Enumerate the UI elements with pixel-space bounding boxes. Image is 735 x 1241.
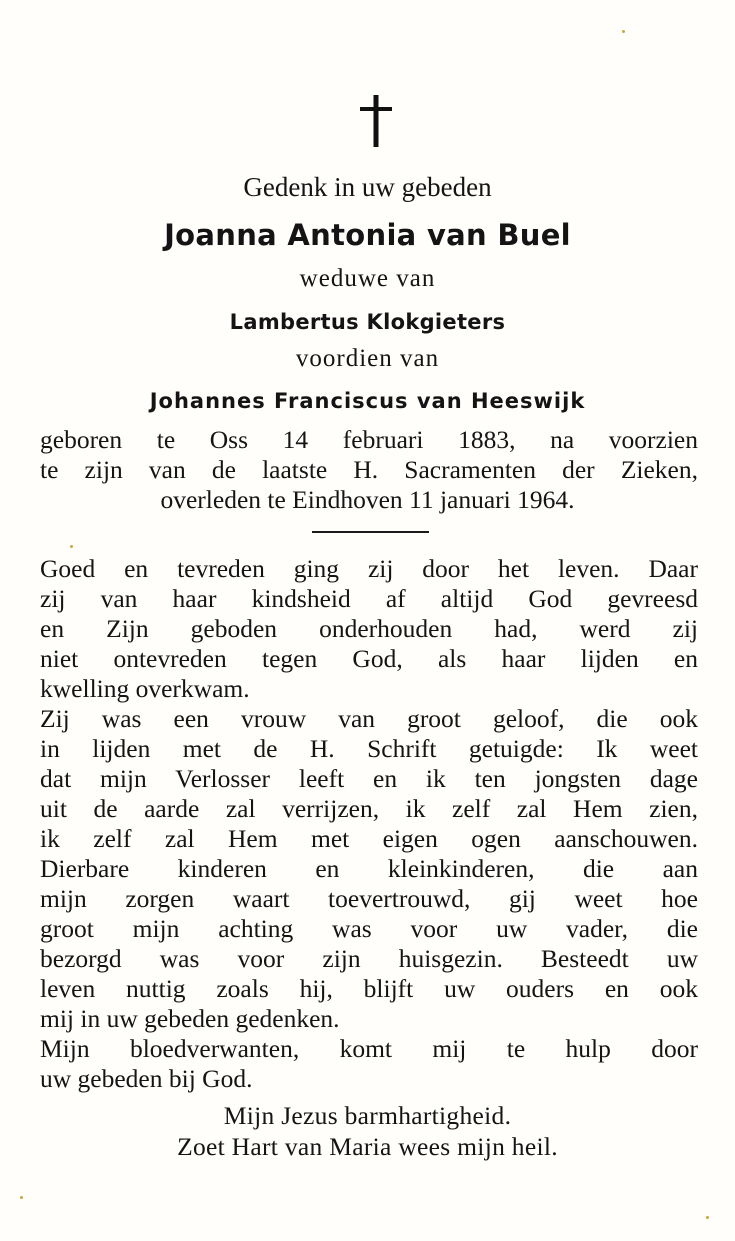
body-line: ik zelf zal Hem met eigen ogen aanschouwen.	[40, 824, 698, 853]
speck	[70, 545, 73, 548]
body-line: Zij was een vrouw van groot geloof, die ook	[40, 704, 698, 733]
body-line: groot mijn achting was voor uw vader, die	[40, 914, 698, 943]
widow-of-label: weduwe van	[299, 265, 436, 292]
body-line: Mijn bloedverwanten, komt mij te hulp door	[40, 1034, 698, 1063]
speck	[622, 30, 625, 33]
death-line: overleden te Eindhoven 11 januari 1964.	[160, 485, 575, 514]
body-line: Goed en tevreden ging zij door het leven. Daar	[40, 554, 698, 583]
body-line: niet ontevreden tegen God, als haar lijden en	[40, 644, 698, 673]
sacraments-line: te zijn van de laatste H. Sacramenten der Zieken,	[40, 455, 698, 484]
closing-prayer-2: Zoet Hart van Maria wees mijn heil.	[177, 1132, 558, 1161]
cross-icon	[356, 95, 396, 147]
first-husband-name: Lambertus Klokgieters	[229, 310, 506, 334]
deceased-name: Joanna Antonia van Buel	[164, 218, 571, 252]
second-husband-name: Johannes Franciscus van Heeswijk	[149, 389, 586, 413]
speck	[706, 1216, 709, 1219]
body-line: zij van haar kindsheid af altijd God gevreesd	[40, 584, 698, 613]
body-line: Dierbare kinderen en kleinkinderen, die aan	[40, 854, 698, 883]
body-line: mijn zorgen waart toevertrouwd, gij weet hoe	[40, 884, 698, 913]
body-line: leven nuttig zoals hij, blijft uw ouders en ook	[40, 974, 698, 1003]
body-line: mij in uw gebeden gedenken.	[40, 1004, 340, 1033]
body-line: dat mijn Verlosser leeft en ik ten jongsten dage	[40, 764, 698, 793]
remember-heading: Gedenk in uw gebeden	[243, 172, 492, 202]
body-line: in lijden met de H. Schrift getuigde: Ik weet	[40, 734, 698, 763]
body-line: uw gebeden bij God.	[40, 1064, 253, 1093]
body-line: uit de aarde zal verrijzen, ik zelf zal Hem zien,	[40, 794, 698, 823]
body-line: bezorgd was voor zijn huisgezin. Besteedt uw	[40, 944, 698, 973]
closing-prayer-1: Mijn Jezus barmhartigheid.	[223, 1101, 512, 1130]
body-line: en Zijn geboden onderhouden had, werd zij	[40, 614, 698, 643]
birth-line: geboren te Oss 14 februari 1883, na voorzien	[40, 425, 698, 454]
body-line: kwelling overkwam.	[40, 674, 250, 703]
speck	[20, 1196, 23, 1199]
divider	[312, 531, 429, 533]
formerly-label: voordien van	[295, 345, 440, 372]
